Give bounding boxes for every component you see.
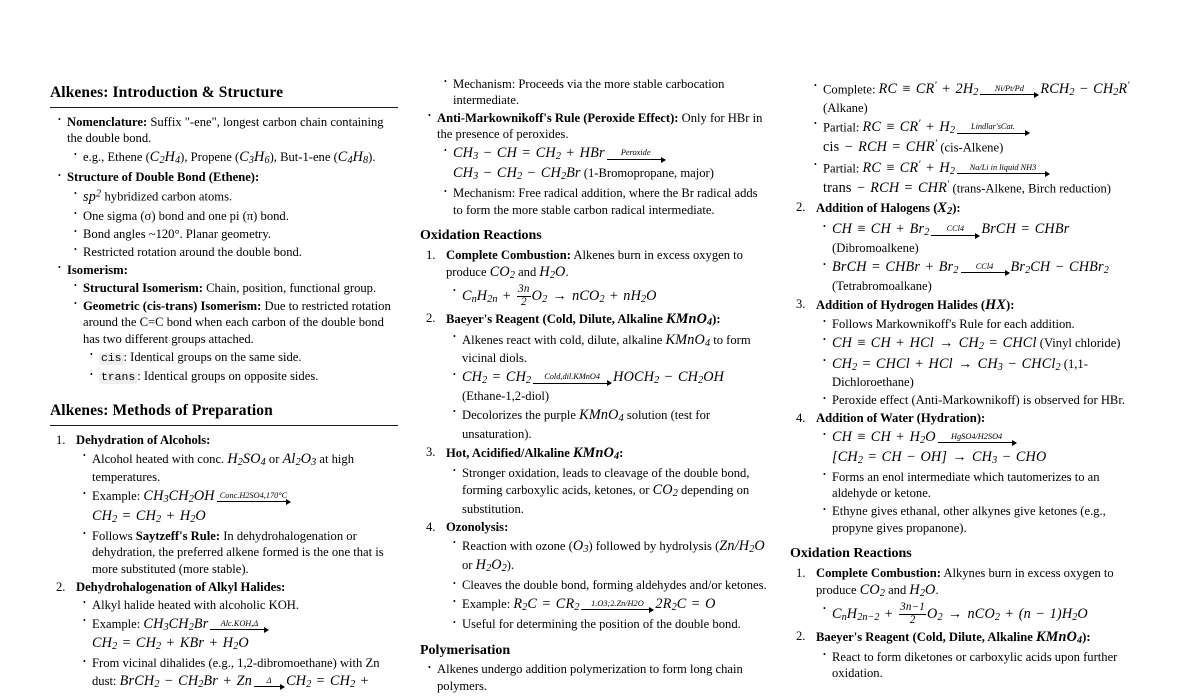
reaction-arrow	[217, 492, 290, 502]
product-note: (Dibromoalkene)	[832, 241, 919, 256]
fraction	[517, 284, 530, 308]
reaction-arrow	[957, 164, 1049, 174]
oxidation-list-alkenes	[420, 247, 768, 633]
baeyers-details	[446, 331, 768, 442]
formula-kmno4: KMnO$_4$	[665, 331, 711, 349]
text: Reaction with ozone (	[462, 538, 573, 553]
text: to form vicinal diols.	[462, 332, 751, 366]
trans-text: : Identical groups on opposite sides.	[137, 369, 319, 384]
list-item: • Useful for determining the position of the double bond.	[462, 616, 768, 632]
list-item	[446, 444, 768, 518]
heading-oxidation-reactions-alkynes: Oxidation Reactions	[790, 546, 912, 562]
formula-sp2: $sp^2$	[83, 188, 102, 205]
list-item	[462, 406, 768, 442]
list-item	[92, 615, 398, 654]
formula-co2: $CO_2$	[489, 263, 515, 282]
formula-o3: $O_3$	[572, 537, 589, 555]
text: Addition of Halogens (	[816, 201, 938, 216]
product-note: (1-Bromopropane, major)	[580, 166, 714, 181]
heading-alkenes-preparation: Alkenes: Methods of Preparation	[50, 402, 398, 426]
prep-dehydration-details	[76, 450, 398, 578]
list-item	[92, 655, 398, 691]
code-cis: cis	[101, 352, 122, 365]
arrow-condition: Δ	[266, 675, 272, 685]
baeyers-reagent-label	[446, 312, 721, 326]
reaction-arrow	[961, 263, 1009, 273]
reactant: RC ≡ $CR' + 2H_2$	[878, 80, 979, 99]
formula-kmno4: KMnO$_4$	[579, 406, 624, 425]
formula-butene: $C_4H_8$	[337, 149, 369, 167]
heading-polymerisation: Polymerisation	[420, 642, 511, 658]
product: cis − RCH = CHR′	[823, 138, 938, 156]
list-item	[92, 450, 398, 486]
text: ) followed by hydrolysis (	[588, 538, 720, 553]
structure-details	[67, 187, 398, 260]
list-item	[462, 284, 768, 308]
baeyers-details	[816, 649, 1138, 682]
arrow-condition: Cold,dil.KMnO4	[544, 372, 601, 382]
geometric-isomerism-label: Geometric (cis-trans) Isomerism:	[83, 298, 262, 313]
text: and	[884, 583, 910, 598]
reactant: $CH_3CH_2OH$	[143, 488, 215, 506]
preparation-list	[50, 432, 398, 692]
arrow-shaft	[957, 173, 1049, 174]
text: Alkynes burn in excess oxygen to produce	[816, 565, 1114, 598]
reactant: CH ≡ CH + $Br_2$	[832, 221, 930, 239]
example-end: ).	[368, 150, 376, 165]
list-item	[832, 258, 1138, 294]
text: ):	[1006, 297, 1015, 312]
complete-combustion-label: Complete Combustion:	[446, 247, 571, 262]
list-item	[462, 537, 768, 576]
halogen-addition-label	[816, 200, 961, 218]
list-item	[67, 114, 398, 168]
nomenclature-examples	[67, 148, 398, 168]
combustion-equation	[446, 284, 768, 308]
list-item	[816, 199, 1138, 294]
list-item	[92, 487, 398, 526]
arrow-condition: Conc.H2SO4,170°C	[219, 491, 288, 501]
reactant: $CH_3CH_2Br$	[143, 615, 209, 633]
prep-dehydration-label: Dehydration of Alcohols:	[76, 432, 211, 447]
text: ):	[712, 311, 721, 326]
product-note: (1,1-Dichloroethane)	[832, 356, 1088, 390]
formula-ethene: $C_2H_4$	[149, 149, 181, 167]
arrow-condition: 1.O3;2.Zn/H2O	[591, 599, 644, 609]
list-item	[83, 298, 398, 386]
text: or	[462, 558, 476, 573]
list-item	[832, 220, 1138, 256]
arrow-shaft	[210, 629, 268, 630]
arrow-condition: CCl4	[975, 262, 994, 272]
formula-co2: $CO_2$	[652, 482, 678, 500]
text: or	[265, 451, 283, 466]
complete-hydrogenation-label: Complete:	[823, 82, 879, 97]
arrow-condition: Peroxide	[620, 148, 651, 158]
text: Baeyer's Reagent (Cold, Dilute, Alkaline	[446, 311, 667, 326]
product: $CH_2 = CH_2$ + KBr + $H_2O$	[92, 635, 249, 653]
prep-dehydrohalogenation-details	[76, 597, 398, 692]
reaction-arrow	[581, 600, 653, 610]
partial-hydrogenation-label-2: Partial:	[823, 161, 863, 176]
list-item: • Cleaves the double bond, forming aldehydes and/or ketones.	[462, 577, 768, 593]
heading-alkenes-introduction: Alkenes: Introduction & Structure	[50, 84, 398, 108]
list-item: • Mechanism: Free radical addition, where the Br radical adds to form the more stable carbon radical intermediate.	[453, 185, 768, 218]
hydrogenation-list	[806, 80, 1138, 198]
list-item: • Bond angles ~120°. Planar geometry.	[83, 226, 398, 242]
reactant: $CH_3$ − CH = $CH_2$ + HBr	[453, 145, 605, 163]
heading-oxidation-reactions-alkenes: Oxidation Reactions	[420, 228, 542, 244]
product: $RCH_2 - CH_2R'$	[1040, 80, 1130, 99]
reaction-arrow	[533, 373, 611, 383]
list-item	[816, 565, 1138, 627]
formula-kmno4: KMnO$_4$	[1036, 628, 1083, 647]
formula-x2: $X_2$	[937, 200, 953, 218]
list-item	[462, 368, 768, 404]
reactant: $CH_2 = CH_2$	[462, 369, 532, 387]
product: trans − RCH = CHR′	[823, 179, 950, 197]
hot-kmno4-label	[446, 446, 623, 460]
reaction-arrow	[607, 149, 665, 159]
reaction-arrow	[980, 85, 1038, 95]
formula-co2: $CO_2$	[859, 582, 885, 600]
list-item: • Restricted rotation around the double bond.	[83, 244, 398, 260]
reactant: CH ≡ CH + $H_2O$	[832, 429, 936, 447]
partial-hydrogenation-label: Partial:	[823, 120, 863, 135]
product-note: (Tetrabromoalkane)	[832, 278, 932, 293]
reactant: BrCH = CHBr + $Br_2$	[832, 259, 959, 277]
hot-kmno4-details	[446, 465, 768, 518]
complete-combustion-label: Complete Combustion:	[816, 565, 941, 580]
example-label: Example:	[92, 489, 144, 504]
list-item	[76, 432, 398, 578]
isomerism-label: Isomerism:	[67, 262, 128, 277]
text: ):	[1082, 629, 1091, 644]
list-item: • Alkyl halide heated with alcoholic KOH.	[92, 597, 398, 613]
product: [$CH_2$ = CH − $OH] \to CH_3$ − CHO	[832, 448, 1047, 466]
text: and	[514, 264, 540, 279]
product: BrCH = CHBr	[981, 221, 1070, 238]
fraction-numerator: 3n	[518, 283, 530, 295]
text: .	[565, 264, 569, 279]
list-item	[823, 118, 1138, 157]
product: $CH_3 - CH_2 - CH_2Br$	[453, 165, 581, 183]
list-item	[83, 187, 398, 206]
formula-zn-h2o: $Zn/H_2O$	[719, 537, 765, 555]
fraction-denominator: 2	[521, 295, 527, 308]
product-note: (Vinyl chloride)	[1036, 335, 1121, 350]
hydrogen-halide-details	[816, 316, 1138, 409]
saytzeff-label: Saytzeff's Rule:	[135, 528, 221, 543]
reaction-arrow	[938, 433, 1016, 443]
list-item: • One sigma (σ) bond and one pi (π) bond.	[83, 208, 398, 224]
formula-al2o3: $Al_2O_3$	[282, 450, 317, 468]
arrow-shaft	[217, 501, 290, 502]
halogen-equations	[816, 220, 1138, 294]
markownikoff-continued-list	[420, 76, 768, 219]
arrow-condition: Lindlar′sCat.	[970, 122, 1015, 132]
hydration-label: Addition of Water (Hydration):	[816, 411, 986, 426]
arrow-condition: Ni/Pt/Pd	[994, 84, 1024, 94]
formula-h2o: $H_2O$	[539, 263, 566, 282]
anti-markownikoff-text: Only for HBr in the presence of peroxides.	[437, 110, 763, 142]
formula-h2o2: $H_2O_2$	[475, 557, 507, 575]
intro-list	[50, 114, 398, 387]
text: Decolorizes the purple	[462, 407, 580, 422]
example-mid: ), Propene (	[180, 150, 240, 165]
list-item: • Mechanism: Proceeds via the more stable carbocation intermediate.	[453, 76, 768, 109]
reaction-arrow	[957, 123, 1029, 133]
arrow-shaft	[581, 609, 653, 610]
list-item	[83, 148, 398, 168]
list-item	[83, 280, 398, 296]
list-item	[462, 595, 768, 615]
list-item	[832, 602, 1138, 626]
geometric-isomerism-text: Due to restricted rotation around the C=C bond when each carbon of the double bond has two different groups attached.	[83, 298, 391, 346]
list-item: • Alkenes undergo addition polymerization to form long chain polymers.	[437, 661, 768, 694]
ozonolysis-label: Ozonolysis:	[446, 519, 509, 534]
combustion-equation-math: $C_nH_{2n}$ + $\frac{3n}{2}$ $O_2 \to nCO_2 + nH_2O$	[462, 283, 657, 308]
list-item	[67, 262, 398, 386]
list-item	[832, 334, 1138, 354]
oxidation-list-alkynes	[790, 565, 1138, 682]
formula-kmno4: KMnO$_4$	[573, 444, 620, 462]
text: From vicinal dihalides (e.g., 1,2-dibromoethane) with Zn dust:	[92, 656, 380, 688]
arrow-shaft	[938, 442, 1016, 443]
formula-hx: HX	[985, 296, 1007, 313]
reaction-arrow	[931, 225, 979, 235]
hydration-details	[816, 428, 1138, 536]
list-item	[832, 428, 1138, 467]
polymerisation-list	[420, 661, 768, 694]
equation: $CH_2$ = CHCl + HCl → $CH_3$ − CHCl$_2$	[832, 355, 1061, 373]
list-item	[816, 628, 1138, 682]
column-1	[50, 0, 398, 696]
product-note: (trans-Alkene, Birch reduction)	[949, 181, 1111, 196]
text: Baeyer's Reagent (Cold, Dilute, Alkaline	[816, 629, 1037, 644]
structural-isomerism-label: Structural Isomerism:	[83, 280, 203, 295]
combustion-equation-math: $C_nH_{2n-2}$ + $\frac{3n-1}{2}$ $O_2 \to nCO_2 + (n - 1)H_2O$	[832, 601, 1088, 626]
list-item	[99, 349, 398, 367]
reaction-arrow	[210, 620, 268, 630]
reactant: RC ≡ $CR' + H_2$	[862, 159, 955, 178]
saytzeff-text: In dehydrohalogenation or dehydration, the preferred alkene formed is the one that is more substituted (more stable).	[92, 528, 384, 576]
text: Alkenes react with cold, dilute, alkaline	[462, 332, 666, 347]
alkyne-addition-list	[790, 199, 1138, 536]
list-item	[816, 410, 1138, 536]
example-mid-2: ), But-1-ene (	[269, 150, 338, 165]
prep-dehydrohalogenation-label: Dehydrohalogenation of Alkyl Halides:	[76, 579, 286, 594]
formula-kmno4: KMnO$_4$	[666, 310, 713, 328]
arrow-shaft	[980, 94, 1038, 95]
list-item	[446, 310, 768, 442]
product-note: (Ethane-1,2-diol)	[462, 388, 550, 403]
arrow-condition: Na/Li in liquid NH3	[969, 163, 1037, 173]
arrow-shaft	[254, 686, 284, 687]
formula-propene: $C_3H_6$	[239, 149, 270, 167]
text: Alcohol heated with conc.	[92, 451, 228, 466]
list-item	[453, 144, 768, 183]
text: Follows	[92, 528, 136, 543]
fraction-denominator: 2	[909, 613, 916, 626]
cis-trans-list	[83, 349, 398, 386]
reactant: $R_2C = CR_2$	[513, 596, 580, 614]
list-item	[99, 368, 398, 386]
combustion-equation	[816, 602, 1138, 626]
list-item	[832, 355, 1138, 391]
ozonolysis-details	[446, 537, 768, 633]
equation: CH ≡ CH + HCl → $CH_2$ = CHCl	[832, 334, 1037, 352]
list-item: • React to form diketones or carboxylic acids upon further oxidation.	[832, 649, 1138, 682]
nomenclature-text: Suffix "-ene", longest carbon chain containing the double bond.	[67, 114, 384, 146]
text: at high temperatures.	[92, 451, 355, 485]
arrow-shaft	[961, 272, 1009, 273]
sp2-text: hybridized carbon atoms.	[101, 189, 233, 204]
product: $Br_2CH$ − CHBr$_2$	[1010, 259, 1109, 277]
reactant: RC ≡ $CR' + H_2$	[862, 118, 955, 137]
fraction	[899, 602, 926, 626]
text: :	[619, 445, 624, 460]
reactant: BrCH$_2$ − $CH_2Br + Zn$	[119, 672, 253, 691]
product: $CH_2 = CH_2$ +	[286, 672, 369, 691]
formula-h2so4: $H_2SO_4$	[227, 450, 266, 468]
list-item	[446, 247, 768, 309]
example-label: Example:	[92, 616, 144, 631]
cis-text: : Identical groups on the same side.	[123, 349, 302, 364]
arrow-shaft	[607, 159, 665, 160]
list-item	[816, 296, 1138, 409]
arrow-condition: HgSO4/H2SO4	[951, 432, 1003, 442]
product-note: (cis-Alkene)	[937, 140, 1004, 155]
formula-h2o: $H_2O$	[909, 582, 936, 600]
hydrogen-halide-label	[816, 298, 1014, 312]
isomerism-details	[67, 280, 398, 386]
list-item	[67, 169, 398, 260]
list-item	[92, 528, 398, 577]
list-item: • Peroxide effect (Anti-Markownikoff) is observed for HBr.	[832, 392, 1138, 408]
structural-isomerism-text: Chain, position, functional group.	[202, 280, 377, 295]
product: $2R_2C = O$	[655, 596, 716, 614]
list-item	[76, 579, 398, 692]
fraction-numerator: 3n−1	[900, 601, 926, 614]
arrow-shaft	[957, 133, 1029, 134]
text: Stronger oxidation, leads to cleavage of the double bond, forming carboxylic acids, ketones, or	[462, 465, 750, 498]
arrow-condition: CCl4	[946, 224, 965, 234]
code-trans: trans	[101, 372, 136, 385]
text: Hot, Acidified/Alkaline	[446, 445, 573, 460]
arrow-shaft	[931, 235, 979, 236]
anti-markownikoff-label: Anti-Markownikoff's Rule (Peroxide Effect):	[437, 110, 679, 125]
reaction-arrow	[254, 677, 284, 687]
arrow-shaft	[533, 383, 611, 384]
text: solution (test for unsaturation).	[462, 407, 711, 441]
text: ).	[506, 558, 515, 573]
text: depending on substitution.	[462, 483, 750, 516]
nomenclature-label: Nomenclature:	[67, 114, 148, 129]
arrow-condition: Alc.KOH,Δ	[220, 618, 259, 628]
example-label: Example:	[462, 597, 514, 612]
column-3	[790, 0, 1138, 696]
list-item	[823, 80, 1138, 117]
product: $CH_2 = CH_2 + H_2O$	[92, 507, 206, 525]
anti-markownikoff-equation	[437, 144, 768, 183]
structure-label: Structure of Double Bond (Ethene):	[67, 170, 260, 185]
list-item	[462, 465, 768, 518]
list-item: • Follows Markownikoff's Rule for each addition.	[832, 316, 1138, 332]
list-item	[462, 331, 768, 367]
column-2	[420, 0, 768, 696]
list-item: • Ethyne gives ethanal, other alkynes give ketones (e.g., propyne gives propanone).	[832, 503, 1138, 536]
product-note: (Alkane)	[823, 100, 868, 115]
text: ):	[952, 201, 961, 216]
list-item	[437, 110, 768, 184]
example-prefix: e.g., Ethene (	[83, 150, 150, 165]
baeyers-reagent-label	[816, 628, 1091, 647]
list-item: • Forms an enol intermediate which tautomerizes to an aldehyde or ketone.	[832, 469, 1138, 502]
list-item	[823, 159, 1138, 198]
list-item	[446, 519, 768, 633]
product: $HOCH_2 - CH_2OH$	[613, 369, 725, 387]
text: .	[935, 583, 939, 598]
text: Alkenes burn in excess oxygen to produce	[446, 247, 743, 279]
text: Addition of Hydrogen Halides (	[816, 297, 986, 312]
